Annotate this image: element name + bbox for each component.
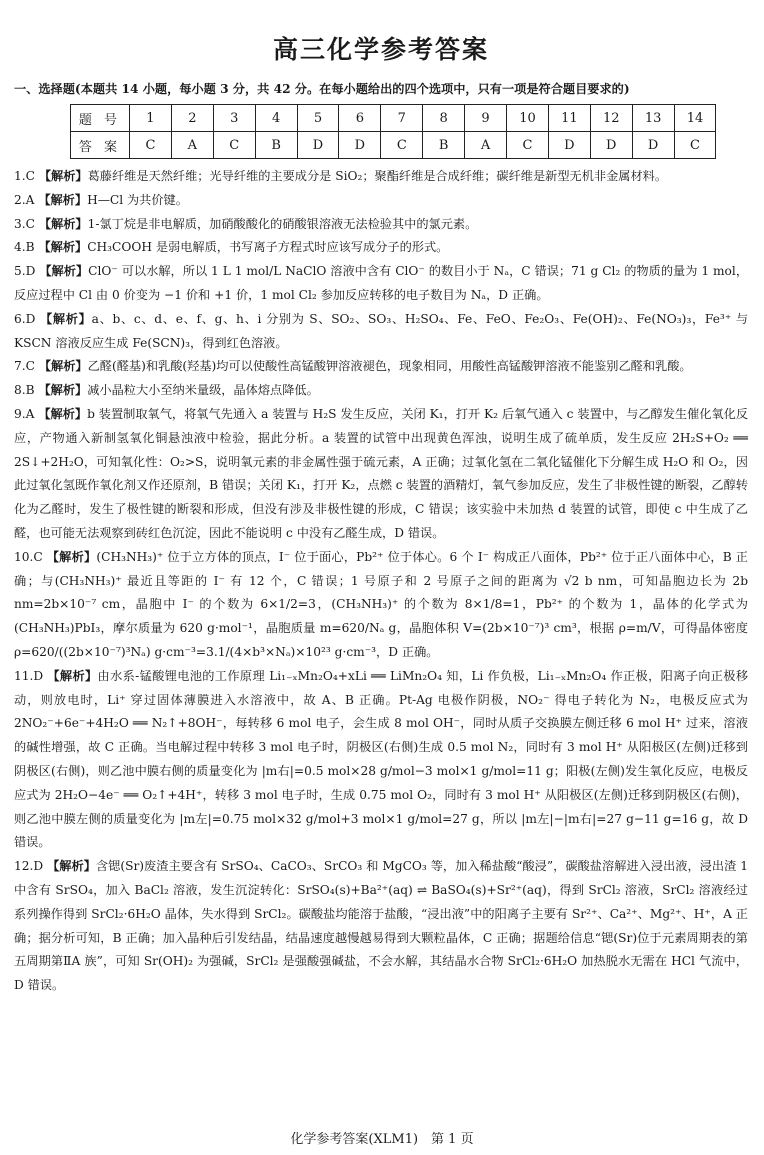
item-tag: 【解析】 xyxy=(47,668,98,683)
item-text: 含锶(Sr)废渣主要含有 SrSO₄、CaCO₃、SrCO₃ 和 MgCO₃ 等，加入稀盐酸“酸浸”，碳酸盐溶解进入浸出液，浸出渣 1 中含有 SrSO₄，加入 BaCl₂ 溶液，发生沉淀转化：SrSO₄(s)+Ba²⁺(aq) ⇌ BaSO₄(s)+Sr²⁺(aq)，得到 SrCl₂ 溶液，SrCl₂ 溶液经过系列操作得到 SrCl₂·6H₂O 晶体，失水得到 SrCl₂。碳酸盐均能溶于盐酸，“浸出液”中的阳离子主要有 Sr²⁺、Ca²⁺、Mg²⁺、H⁺，A 正确；据分析可知，B 正确；加入晶种后引发结晶，结晶速度越慢越易得到大颗粒晶体，C 正确；据题给信息“锶(Sr)位于元素周期表的第五周期第ⅡA 族”，可知 Sr(OH)₂ 为强碱，SrCl₂ 是强酸强碱盐，不会水解，其结晶水合物 SrCl₂·6H₂O 加热脱水无需在 HCl 气流中，D 错误。 xyxy=(14,859,749,993)
table-cell: D xyxy=(590,132,632,159)
table-cell: 9 xyxy=(465,105,507,132)
explanation-list xyxy=(14,165,748,998)
table-row-numbers xyxy=(71,105,716,132)
item-number: 3.C xyxy=(14,216,35,231)
table-cell: A xyxy=(465,132,507,159)
table-cell: 1 xyxy=(130,105,172,132)
item-text: ClO⁻ 可以水解，所以 1 L 1 mol/L NaClO 溶液中含有 ClO⁻ 的数目小于 Nₐ，C 错误；71 g Cl₂ 的物质的量为 1 mol，反应过程中 Cl 由 0 价变为 −1 价和 +1 价，1 mol Cl₂ 参加反应转移的电子数目为 Nₐ，D 正确。 xyxy=(14,264,749,302)
table-cell: B xyxy=(255,132,297,159)
explanation-item xyxy=(14,403,748,546)
item-number: 2.A xyxy=(14,192,35,207)
explanation-item xyxy=(14,308,748,356)
item-text: CH₃COOH 是弱电解质，书写离子方程式时应该写成分子的形式。 xyxy=(87,240,449,255)
explanation-item xyxy=(14,236,748,260)
item-number: 1.C xyxy=(14,169,35,183)
table-cell: B xyxy=(423,132,465,159)
item-tag: 【解析】 xyxy=(46,549,97,564)
table-cell: C xyxy=(507,132,549,159)
item-number: 12.D xyxy=(14,859,44,874)
item-text: 减小晶粒大小至纳米量级，晶体熔点降低。 xyxy=(87,383,319,398)
table-cell: 8 xyxy=(423,105,465,132)
table-cell: 6 xyxy=(339,105,381,132)
table-cell: 2 xyxy=(171,105,213,132)
explanation-item xyxy=(14,665,748,855)
item-number: 5.D xyxy=(14,264,36,279)
table-cell: 10 xyxy=(507,105,549,132)
table-cell: D xyxy=(339,132,381,159)
item-tag: 【解析】 xyxy=(47,859,96,874)
explanation-item xyxy=(14,855,748,998)
table-cell: 14 xyxy=(674,105,716,132)
table-cell: A xyxy=(171,132,213,159)
table-cell: 11 xyxy=(548,105,590,132)
table-cell: C xyxy=(130,132,172,159)
item-text: (CH₃NH₃)⁺ 位于立方体的顶点，I⁻ 位于面心，Pb²⁺ 位于体心。6 个 I⁻ 构成正八面体，Pb²⁺ 位于正八面体中心，B 正确；与(CH₃NH₃)⁺ 最近且等距的 I⁻ 有 12 个，C 错误；1 号原子和 2 号原子之间的距离为 √2 b nm，可知晶胞边长为 2b nm=2b×10⁻⁷ cm，晶胞中 I⁻ 的个数为 6×1/2=3，(CH₃NH₃)⁺ 的个数为 8×1/8=1，Pb²⁺ 的个数为 1，晶体的化学式为(CH₃NH₃)PbI₃，摩尔质量为 620 g·mol⁻¹，晶胞质量 m=620/Nₐ g，晶胞体积 V=(2b×10⁻⁷)³ cm³，根据 ρ=m/V，可得晶体密度 ρ=620/((2b×10⁻⁷)³Nₐ) g·cm⁻³=3.1/(4×b³×Nₐ)×10²³ g·cm⁻³，D 正确。 xyxy=(14,549,748,659)
item-text: H—Cl 为共价键。 xyxy=(87,192,188,207)
item-number: 4.B xyxy=(14,240,35,255)
item-number: 9.A xyxy=(14,406,35,421)
table-row-answers xyxy=(71,132,716,159)
table-cell: 4 xyxy=(255,105,297,132)
item-text: a、b、c、d、e、f、g、h、i 分别为 S、SO₂、SO₃、H₂SO₄、Fe、FeO、Fe₂O₃、Fe(OH)₂、Fe(NO₃)₃，Fe³⁺ 与 KSCN 溶液反应生成 Fe(SCN)₃，得到红色溶液。 xyxy=(14,311,749,350)
item-tag: 【解析】 xyxy=(38,169,88,183)
explanation-item xyxy=(14,546,748,665)
table-cell: 13 xyxy=(632,105,674,132)
table-cell: D xyxy=(297,132,339,159)
item-text: b 装置制取氧气，将氧气先通入 a 装置与 H₂S 发生反应，关闭 K₁，打开 K₂ 后氧气通入 c 装置中，与乙醇发生催化氧化反应，产物通入新制氢氧化铜悬浊液中检验，据此分析。a 装置的试管中出现黄色浑浊，说明生成了硫单质，发生反应 2H₂S+O₂ ══ 2S↓+2H₂O，可知氧化性：O₂>S，说明氧元素的非金属性强于硫元素，A 正确；过氧化氢在二氧化锰催化下分解生成 H₂O 和 O₂，因此过氧化氢既作氧化剂又作还原剂，B 错误；关闭 K₁，打开 K₂，点燃 c 装置的酒精灯，氧气参加反应，发生了非极性键的断裂，乙醇转化为乙醛时，发生了极性键的断裂和形成，但没有涉及非极性键的形成，C 错误；该实验中未加热 d 装置的试管，即使 c 中生成了乙醛，也可能无法观察到砖红色沉淀，因此不能说明 c 中没有乙醛生成，D 错误。 xyxy=(14,406,749,540)
item-number: 7.C xyxy=(14,359,35,374)
table-cell: 7 xyxy=(381,105,423,132)
table-cell: C xyxy=(674,132,716,159)
item-tag: 【解析】 xyxy=(38,383,88,398)
item-text: 1-氯丁烷是非电解质，加硝酸酸化的硝酸银溶液无法检验其中的氯元素。 xyxy=(87,216,478,231)
item-text: 由水系-锰酸锂电池的工作原理 Li₁₋ₓMn₂O₄+xLi ══ LiMn₂O₄ 知，Li 作负极，Li₁₋ₓMn₂O₄ 作正极，阳离子向正极移动，则放电时，Li⁺ 穿过固体薄膜进入水溶液中，故 A、B 正确。Pt-Ag 电极作阴极，NO₂⁻ 得电子转化为 N₂，电极反应式为 2NO₂⁻+6e⁻+4H₂O ══ N₂↑+8OH⁻，每转移 6 mol 电子，会生成 8 mol OH⁻，同时从质子交换膜左侧迁移 6 mol H⁺ 过来，溶液的碱性增强，故 C 正确。当电解过程中转移 3 mol 电子时，阴极区(右侧)生成 0.5 mol N₂，同时有 3 mol H⁺ 从阳极区(左侧)迁移到阴极区(右侧)，则乙池中膜右侧的质量变化为 |m右|=0.5 mol×28 g/mol−3 mol×1 g/mol=11 g；阳极(左侧)发生氧化反应，电极反应式为 2H₂O−4e⁻ ══ O₂↑+4H⁺，转移 3 mol 电子时，生成 0.75 mol O₂，同时有 3 mol H⁺ 从阳极区(左侧)迁移到阴极区(右侧)，则乙池中膜左侧的质量变化为 |m左|=0.75 mol×32 g/mol+3 mol×1 g/mol=27 g，所以 |m左|−|m右|=27 g−11 g=16 g，故 D 错误。 xyxy=(14,668,749,850)
table-cell: D xyxy=(632,132,674,159)
item-text: 乙醛(醛基)和乳酸(羟基)均可以使酸性高锰酸钾溶液褪色，现象相同，用酸性高锰酸钾溶液不能鉴别乙醛和乳酸。 xyxy=(87,359,692,374)
item-tag: 【解析】 xyxy=(40,311,92,326)
item-tag: 【解析】 xyxy=(38,240,88,255)
table-cell: D xyxy=(548,132,590,159)
row-label-number: 题 号 xyxy=(71,105,130,132)
explanation-item xyxy=(14,189,748,213)
item-tag: 【解析】 xyxy=(39,264,89,279)
table-cell: C xyxy=(381,132,423,159)
item-tag: 【解析】 xyxy=(38,192,88,207)
item-number: 10.C xyxy=(14,549,43,564)
explanation-item xyxy=(14,165,748,189)
item-text: 葛藤纤维是天然纤维；光导纤维的主要成分是 SiO₂；聚酯纤维是合成纤维；碳纤维是新型无机非金属材料。 xyxy=(87,169,668,183)
item-tag: 【解析】 xyxy=(38,216,88,231)
item-number: 11.D xyxy=(14,668,44,683)
item-number: 8.B xyxy=(14,383,35,398)
explanation-item xyxy=(14,379,748,403)
item-tag: 【解析】 xyxy=(38,406,88,421)
answer-table xyxy=(70,104,716,159)
explanation-item xyxy=(14,213,748,237)
table-cell: 3 xyxy=(213,105,255,132)
table-cell: 5 xyxy=(297,105,339,132)
page-title: 高三化学参考答案 xyxy=(272,35,489,64)
table-cell: 12 xyxy=(590,105,632,132)
section-heading: 一、选择题(本题共 14 小题，每小题 3 分，共 42 分。在每小题给出的四个选项中，只有一项是符合题目要求的) xyxy=(14,82,630,96)
explanation-item xyxy=(14,355,748,379)
item-tag: 【解析】 xyxy=(38,359,88,374)
table-cell: C xyxy=(213,132,255,159)
item-number: 6.D xyxy=(14,311,36,326)
page-footer: 化学参考答案(XLM1) 第 1 页 xyxy=(290,1132,474,1147)
row-label-answer: 答 案 xyxy=(71,132,130,159)
explanation-item xyxy=(14,260,748,308)
